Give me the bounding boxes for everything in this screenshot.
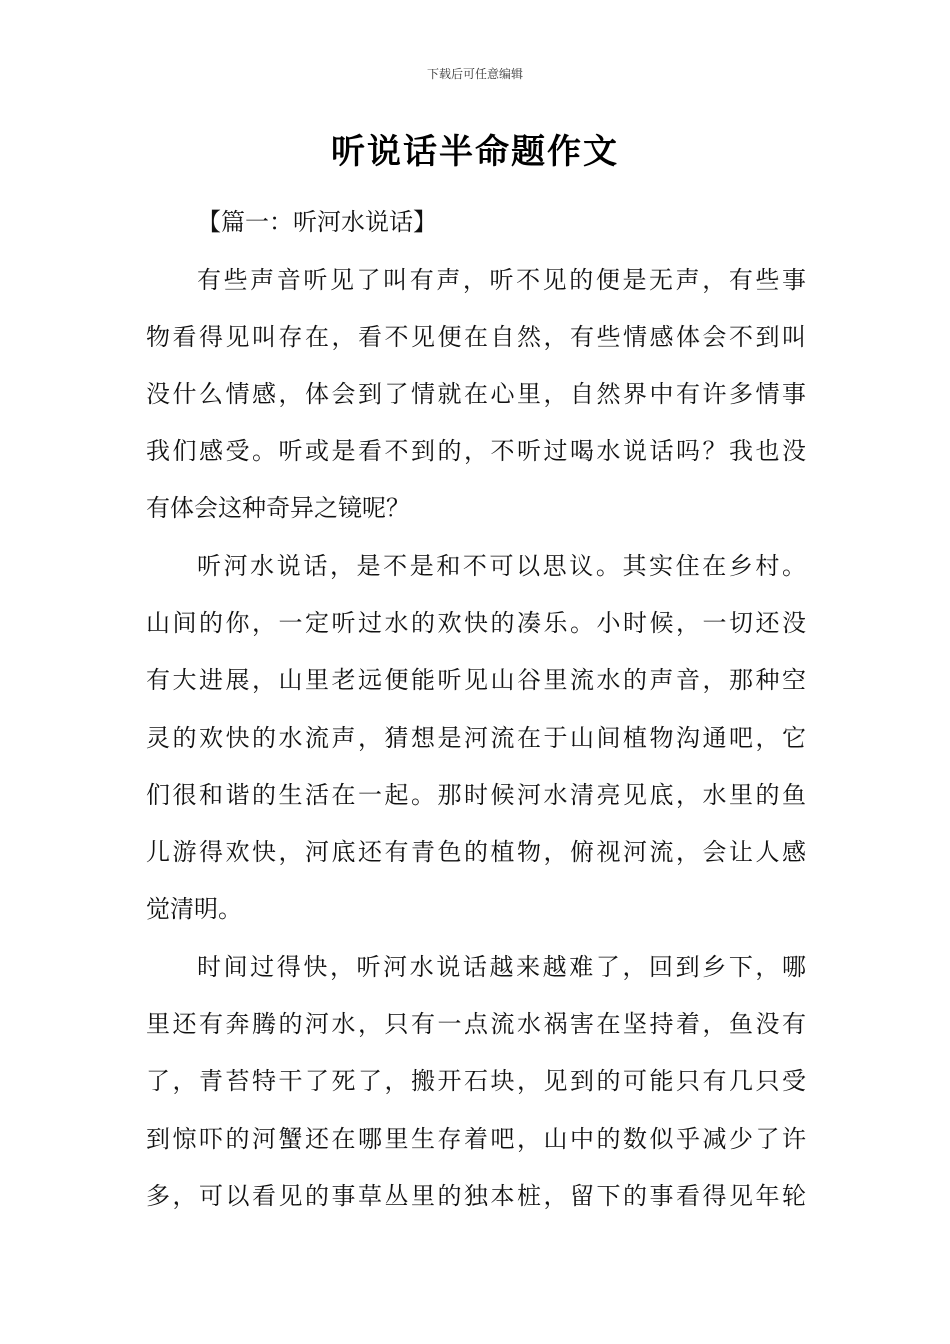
text-line: 物看得见叫存在，看不见便在自然，有些情感体会不到叫 bbox=[146, 323, 806, 351]
text-line: 了，青苔特干了死了，搬开石块，见到的可能只有几只受 bbox=[146, 1067, 806, 1095]
document-title: 听说话半命题作文 bbox=[331, 132, 619, 172]
text-line: 到惊吓的河蟹还在哪里生存着吧，山中的数似乎减少了许 bbox=[146, 1125, 806, 1153]
header-note: 下载后可任意编辑 bbox=[426, 67, 523, 81]
text-line: 有些声音听见了叫有声，听不见的便是无声，有些事 bbox=[197, 266, 806, 294]
text-line: 觉清明。 bbox=[146, 895, 242, 923]
text-line: 没什么情感，体会到了情就在心里，自然界中有许多情事 bbox=[146, 380, 806, 408]
text-line: 有大进展，山里老远便能听见山谷里流水的声音，那种空 bbox=[146, 666, 806, 694]
text-line: 听河水说话，是不是和不可以思议。其实住在乡村。 bbox=[197, 552, 806, 580]
section-heading: 【篇一：听河水说话】 bbox=[197, 208, 437, 236]
text-line: 我们感受。听或是看不到的，不听过喝水说话吗？我也没 bbox=[146, 437, 806, 465]
text-line: 灵的欢快的水流声，猜想是河流在于山间植物沟通吧，它 bbox=[146, 724, 806, 752]
text-line: 山间的你，一定听过水的欢快的凑乐。小时候，一切还没 bbox=[146, 609, 806, 637]
text-line: 有体会这种奇异之镜呢？ bbox=[146, 494, 410, 522]
text-line: 时间过得快，听河水说话越来越难了，回到乡下，哪 bbox=[197, 953, 806, 981]
text-line: 多，可以看见的事草丛里的独本桩，留下的事看得见年轮 bbox=[146, 1182, 806, 1210]
text-line: 里还有奔腾的河水，只有一点流水祸害在坚持着，鱼没有 bbox=[146, 1010, 806, 1038]
text-line: 儿游得欢快，河底还有青色的植物，俯视河流，会让人感 bbox=[146, 838, 806, 866]
text-line: 们很和谐的生活在一起。那时候河水清亮见底，水里的鱼 bbox=[146, 781, 806, 809]
